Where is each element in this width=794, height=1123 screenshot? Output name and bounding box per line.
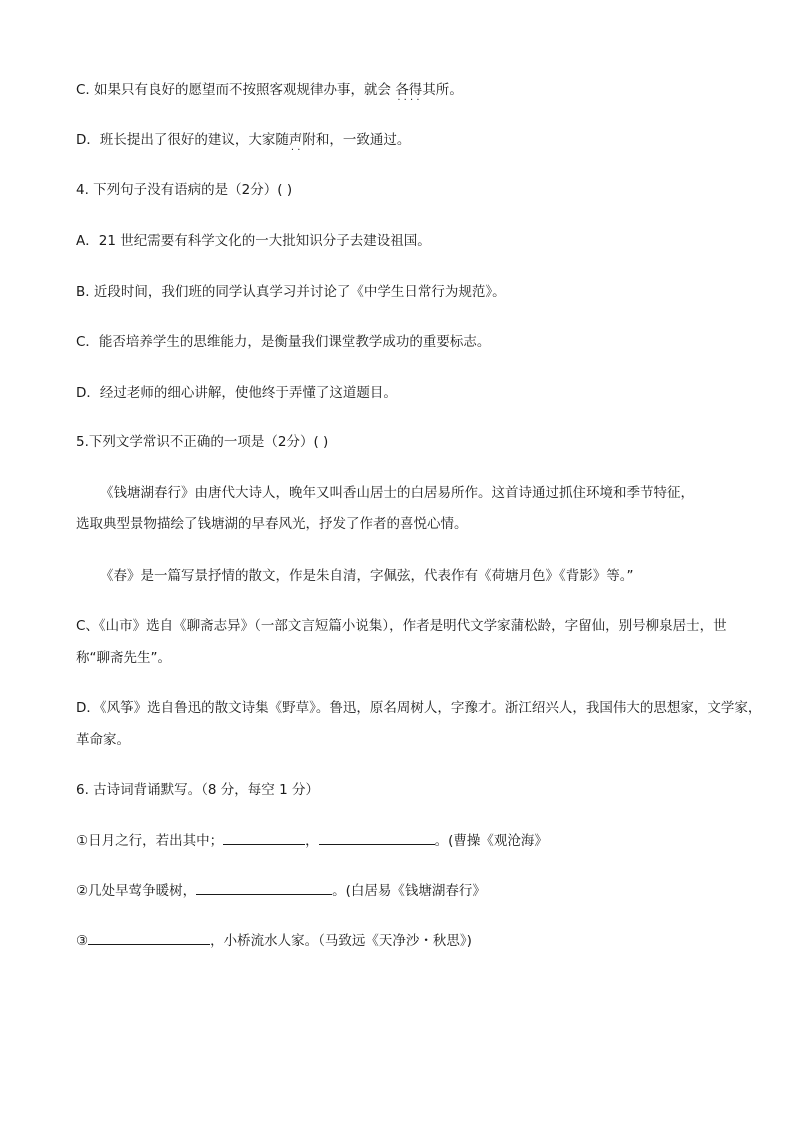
q6-item-1: [76, 830, 548, 851]
q6-item-1-blank-2[interactable]: [319, 830, 435, 845]
q6-item-3-text-b: ，小桥流水人家。（马致远《天净沙・秋思》): [210, 933, 472, 949]
q5-option-d-line2: 革命家。: [76, 732, 130, 748]
q6-item-1-blank-1[interactable]: [223, 830, 305, 845]
q6-item-2-blank-1[interactable]: [196, 880, 332, 895]
q3-option-c: [76, 80, 463, 100]
q3-option-d: [76, 130, 410, 150]
q3-option-c-dotted-idiom: 各得其所 · ·: [395, 82, 449, 98]
q6-item-3: [76, 930, 472, 951]
q5-option-b: 《春》是一篇写景抒情的散文，作是朱自清，字佩弦，代表作有《荷塘月色》《背影》等。”: [100, 568, 634, 584]
q4-option-d: D．经过老师的细心讲解，使他终于弄懂了这道题目。: [76, 385, 397, 401]
q4-question: 4. 下列句子没有语病的是（2分）( ): [76, 182, 293, 198]
q6-item-1-text-a: ①日月之行，若出其中；: [76, 833, 224, 849]
q6-item-1-text-b: ，: [305, 833, 319, 849]
q3-option-c-suffix: 。: [449, 82, 463, 98]
q6-item-1-text-c: 。(曹操《观沧海》: [434, 833, 548, 849]
q3-option-d-suffix: 和，一致通过。: [315, 132, 411, 148]
q6-question: 6. 古诗词背诵默写。（8 分，每空 1 分）: [76, 782, 319, 798]
q4-option-a: A．21 世纪需要有科学文化的一大批知识分子去建设祖国。: [76, 233, 431, 249]
q4-option-b: B. 近段时间，我们班的同学认真学习并讨论了《中学生日常行为规范》。: [76, 284, 506, 300]
q6-item-3-blank-1[interactable]: [88, 930, 210, 945]
q5-option-d-line1: D．《风筝》选自鲁迅的散文诗集《野草》。鲁迅，原名周树人，字豫才。浙江绍兴人，我国伟大的思想家，文学家，: [76, 700, 762, 716]
q5-question: 5.下列文学常识不正确的一项是（2分）( ): [76, 434, 329, 450]
q3-option-d-prefix: D．班长提出了很好的建议，大家随: [76, 132, 289, 148]
q6-item-3-text-a: ③: [76, 933, 89, 949]
q6-item-2: [76, 880, 486, 901]
q5-option-c-line1: C、《山市》选自《聊斋志异》（一部文言短篇小说集），作者是明代文学家蒲松龄，字留仙，别号柳泉居士，世: [76, 618, 727, 634]
q4-option-c: C．能否培养学生的思维能力，是衡量我们课堂教学成功的重要标志。: [76, 334, 491, 350]
q3-option-d-dotted-words: 声附 · ·: [289, 132, 316, 148]
q6-item-2-text-a: ②几处早莺争暖树，: [76, 883, 197, 899]
q5-option-a-line2: 选取典型景物描绘了钱塘湖的早春风光，抒发了作者的喜悦心情。: [76, 516, 468, 532]
q5-option-c-line2: 称“聊斋先生”。: [76, 650, 171, 666]
q3-option-c-prefix: C. 如果只有良好的愿望而不按照客观规律办事，就会: [76, 82, 396, 98]
q6-item-2-text-b: 。(白居易《钱塘湖春行》: [332, 883, 486, 899]
q5-option-a-line1: 《钱塘湖春行》由唐代大诗人，晚年又叫香山居士的白居易所作。这首诗通过抓住环境和季节特征，: [100, 485, 694, 501]
